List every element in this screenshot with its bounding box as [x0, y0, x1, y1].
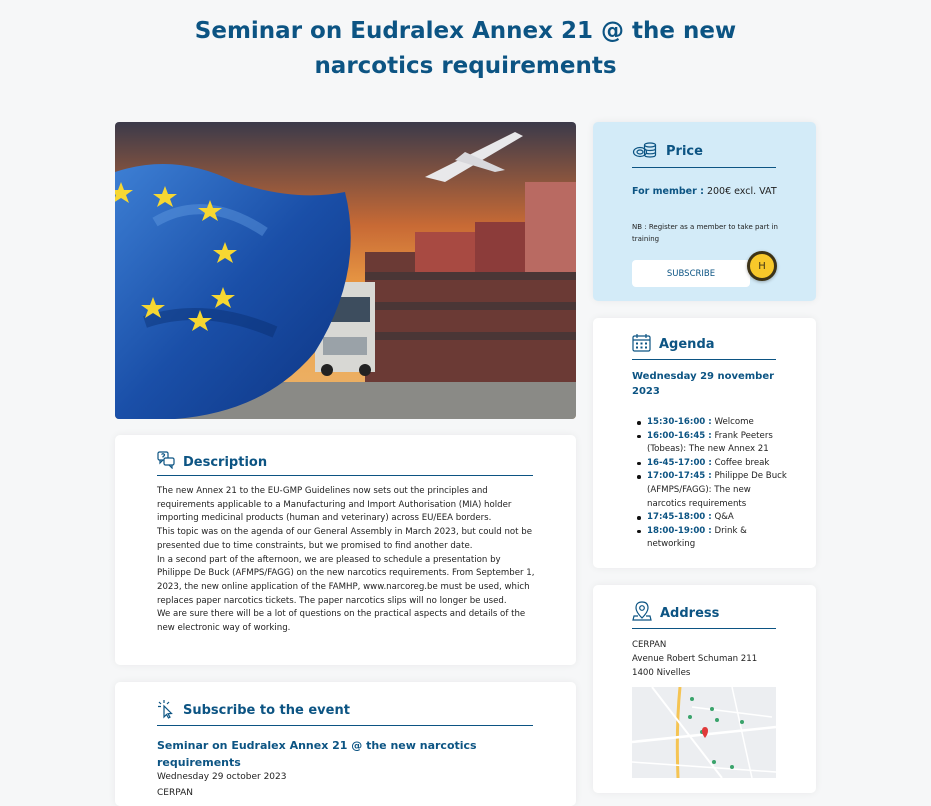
member-price	[632, 186, 777, 197]
agenda-item	[637, 525, 787, 552]
description-header	[157, 449, 533, 476]
agenda-item	[637, 430, 787, 457]
event-date: Wednesday 29 october 2023	[157, 772, 287, 782]
address-line: Avenue Robert Schuman 211	[632, 654, 758, 664]
agenda-list	[637, 416, 787, 552]
agenda-text: Q&A	[714, 512, 734, 523]
member-price-value: 200€ excl. VAT	[706, 186, 777, 197]
address-line: CERPAN	[632, 640, 667, 650]
agenda-header	[632, 330, 776, 360]
agenda-time: 17:00-17:45 :	[647, 471, 712, 482]
agenda-text: Drink & networking	[647, 525, 747, 550]
agenda-item	[637, 511, 787, 525]
agenda-date: Wednesday 29 november 2023	[632, 371, 775, 397]
coins-icon	[632, 141, 658, 163]
agenda-item	[637, 470, 787, 511]
calendar-icon	[632, 333, 651, 356]
price-card	[593, 122, 816, 301]
map-pin-icon	[632, 601, 652, 625]
member-price-label: For member :	[632, 186, 704, 197]
description-paragraph: In a second part of the afternoon, we are pleased to schedule a presentation by Philippe De Buck (AFMPS/FAGG) on the new narcotics requirements. From September 1, 2023, the new online application of the FAMHP, www.narcoreg.be must be used, which replaces paper narcotics tickets. The paper narcotics slips will no longer be used.	[157, 554, 535, 606]
price-heading: Price	[666, 144, 703, 159]
location-map[interactable]	[632, 687, 776, 778]
address-heading: Address	[660, 605, 720, 621]
address-line: 1400 Nivelles	[632, 668, 691, 678]
agenda-time: 16-45-17:00 :	[647, 457, 712, 468]
description-card	[115, 435, 576, 665]
agenda-time: 18:00-19:00 :	[647, 525, 712, 536]
subscribe-event-card	[115, 682, 576, 806]
description-text	[157, 485, 537, 636]
member-note: NB : Register as a member to take part in training	[632, 223, 778, 243]
agenda-item	[637, 416, 787, 430]
hint-badge[interactable]: H	[747, 251, 777, 281]
agenda-heading: Agenda	[659, 337, 715, 352]
address-card	[593, 585, 816, 793]
agenda-time: 17:45-18:00 :	[647, 512, 712, 523]
price-header	[632, 136, 776, 168]
agenda-item	[637, 457, 787, 471]
hero-image	[115, 122, 576, 419]
event-title-link[interactable]: Seminar on Eudralex Annex 21 @ the new narcotics requirements	[157, 739, 477, 769]
description-paragraph: We are sure there will be a lot of questions on the practical aspects and details of the new electronic way of working.	[157, 609, 526, 634]
agenda-text: Coffee break	[714, 457, 770, 468]
description-paragraph: This topic was on the agenda of our General Assembly in March 2023, but could not be presented due to time constraints, but we promised to find another date.	[157, 527, 533, 551]
question-chat-icon	[157, 451, 175, 473]
agenda-text: Welcome	[714, 417, 754, 427]
event-location: CERPAN	[157, 788, 193, 798]
agenda-text: Frank Peeters (Tobeas): The new Annex 21	[647, 430, 773, 455]
agenda-card	[593, 318, 816, 568]
page-title: Seminar on Eudralex Annex 21 @ the new narcotics requirements	[194, 18, 737, 79]
subscribe-button[interactable]: SUBSCRIBE	[632, 260, 750, 287]
agenda-text: Philippe De Buck (AFMPS/FAGG): The new narcotics requirements	[647, 471, 787, 509]
description-paragraph: The new Annex 21 to the EU-GMP Guidelines now sets out the principles and requirements applicable to a Manufacturing and Import Authorisation (MIA) holder importing medicinal products (human and veterinary) across EU/EEA borders.	[157, 486, 512, 524]
address-header	[632, 598, 776, 629]
subscribe-event-heading: Subscribe to the event	[183, 703, 350, 718]
description-heading: Description	[183, 454, 268, 470]
cursor-click-icon	[157, 699, 175, 723]
subscribe-event-header	[157, 696, 533, 726]
agenda-time: 15:30-16:00 :	[647, 417, 712, 427]
agenda-time: 16:00-16:45 :	[647, 430, 712, 441]
